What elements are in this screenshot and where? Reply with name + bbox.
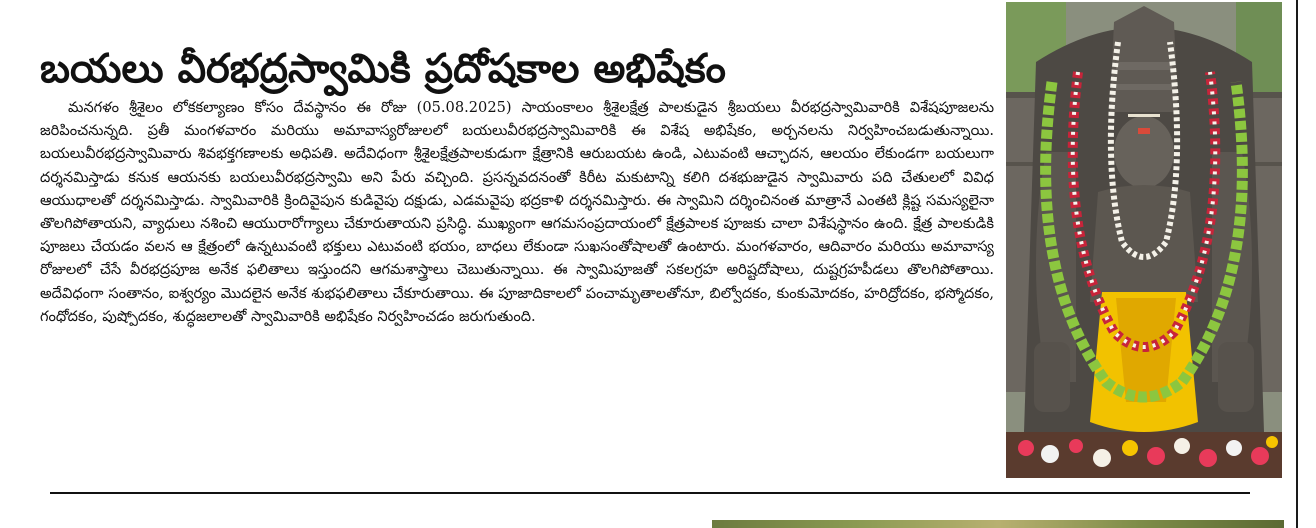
headline: బయలు వీరభద్రస్వామికి ప్రదోషకాల అభిషేకం xyxy=(40,45,726,92)
column-divider xyxy=(1296,0,1298,528)
next-article-photo-edge xyxy=(712,520,1284,528)
article-body: మనగళం శ్రీశైలం లోకకల్యాణం కోసం దేవస్థానం ఈ రోజు (05.08.2025) సాయంకాలం శ్రీశైలక్షేత్ర పాలకుడైన శ్రీబయలు వీరభద్రస్వామివారికి విశేషపూజలను జరిపించనున్నది. ప్రతీ మంగళవారం మరియు అమావాస్యరోజులలో బయలువీరభద్రస్వామివారికి ఈ విశేష అభిషేకం, అర్చనలను నిర్వహించబడుతున్నాయి. బయలువీరభద్రస్వామివారు శివభక్తగణాలకు అధిపతి. అదేవిధంగా శ్రీశైలక్షేత్రపాలకుడుగా క్షేత్రానికి ఆరుబయట ఉండి, ఎటువంటి ఆచ్ఛాదన, ఆలయం లేకుండగా బయలుగా దర్శనమిస్తాడు కనుక ఆయనకు బయలువీరభద్రస్వామి అని పేరు వచ్చింది. ప్రసన్నవదనంతో కిరీట మకుటాన్ని కలిగి దశభుజుడైన స్వామివారు పది చేతులలో వివిధ ఆయుధాలతో దర్శనమిస్తాడు. స్వామివారికి క్రిందివైపున కుడివైపు దక్షుడు, ఎడమవైపు భద్రకాళి దర్శనమిస్తారు. ఈ స్వామిని దర్శించినంత మాత్రానే ఎంతటి క్లిష్ట సమస్యలైనా తొలగిపోతాయని, వ్యాధులు నశించి ఆయురారోగ్యాలు చేకూరుతాయని ప్రసిద్ధి. ముఖ్యంగా ఆగమసంప్రదాయంలో క్షేత్రపాలక పూజకు చాలా విశేషస్థానం ఉంది. క్షేత్ర పాలకుడికి పూజలు చేయడం వలన ఆ క్షేత్రంలో ఉన్నటువంటి భక్తులు ఎటువంటి భయం, బాధలు లేకుండా సుఖసంతోషాలతో ఉంటారు. మంగళవారం, ఆదివారం మరియు అమావాస్య రోజులలో చేసే వీరభద్రపూజ అనేక ఫలితాలు ఇస్తుందని ఆగమశాస్త్రాలు చెబుతున్నాయి. ఈ స్వామిపూజతో సకలగ్రహ అరిష్టదోషాలు, దుష్టగ్రహపీడలు తొలగిపోతాయి. అదేవిధంగా సంతానం, ఐశ్వర్యం మొదలైన అనేక శుభఫలితాలు చేకూరుతాయి. ఈ పూజాదికాలలో పంచామృతాలతోనూ, బిల్వోదకం, కుంకుమోదకం, హరిద్రోదకం, భస్మోదకం, గంధోదకం, పుష్పోదకం, శుద్ధజలాలతో స్వామివారికి అభిషేకం నిర్వహించడం జరుగుతుంది. xyxy=(40,99,994,325)
section-separator xyxy=(50,492,1250,494)
deity-photo xyxy=(1006,2,1282,478)
